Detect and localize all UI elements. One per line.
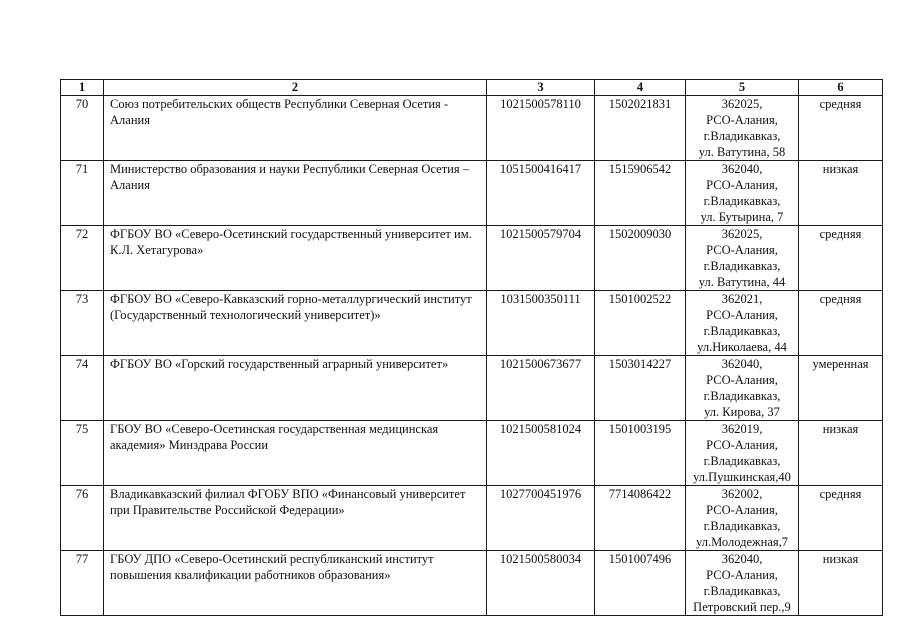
- address-line: ул. Ватутина, 58: [698, 145, 786, 159]
- table-row: [61, 96, 883, 161]
- address-line: ул. Кирова, 37: [704, 405, 780, 419]
- organizations-table: [60, 79, 883, 616]
- row-number: 72: [61, 226, 104, 291]
- inn-cell: 1501002522: [595, 291, 686, 356]
- address-line: г.Владикавказ,: [703, 129, 781, 143]
- row-number: 73: [61, 291, 104, 356]
- risk-level: низкая: [799, 161, 883, 226]
- ogrn-cell: 1027700451976: [487, 486, 595, 551]
- inn-cell: 1502021831: [595, 96, 686, 161]
- address-line: 362040,: [721, 357, 763, 371]
- address-line: 362019,: [721, 422, 763, 436]
- address-line: ул.Молодежная,7: [696, 535, 788, 549]
- address-line: РСО-Алания,: [706, 308, 778, 322]
- header-row: [61, 80, 883, 96]
- address-line: РСО-Алания,: [706, 438, 778, 452]
- risk-level: низкая: [799, 421, 883, 486]
- address-line: г.Владикавказ,: [703, 194, 781, 208]
- address-cell: [686, 551, 799, 616]
- table-row: [61, 421, 883, 486]
- address-line: 362040,: [721, 552, 763, 566]
- address-line: 362025,: [721, 227, 763, 241]
- address-cell: [686, 421, 799, 486]
- address-line: РСО-Алания,: [706, 373, 778, 387]
- address-cell: [686, 356, 799, 421]
- address-line: г.Владикавказ,: [703, 389, 781, 403]
- inn-cell: 1503014227: [595, 356, 686, 421]
- table-row: [61, 226, 883, 291]
- table-row: [61, 291, 883, 356]
- inn-cell: 1501003195: [595, 421, 686, 486]
- ogrn-cell: 1031500350111: [487, 291, 595, 356]
- inn-cell: 1515906542: [595, 161, 686, 226]
- ogrn-cell: 1021500579704: [487, 226, 595, 291]
- address-line: Петровский пер.,9: [693, 600, 791, 614]
- address-line: РСО-Алания,: [706, 113, 778, 127]
- ogrn-cell: 1021500581024: [487, 421, 595, 486]
- row-number: 76: [61, 486, 104, 551]
- address-line: ул. Бутырина, 7: [700, 210, 784, 224]
- risk-level: средняя: [799, 226, 883, 291]
- inn-cell: 1502009030: [595, 226, 686, 291]
- address-line: г.Владикавказ,: [703, 584, 781, 598]
- organization-name: Союз потребительских обществ Республики Северная Осетия - Алания: [104, 96, 487, 161]
- ogrn-cell: 1021500673677: [487, 356, 595, 421]
- table-row: [61, 486, 883, 551]
- risk-level: средняя: [799, 96, 883, 161]
- ogrn-cell: 1021500580034: [487, 551, 595, 616]
- address-cell: [686, 96, 799, 161]
- column-header: 5: [686, 80, 799, 96]
- address-line: г.Владикавказ,: [703, 519, 781, 533]
- column-header: 4: [595, 80, 686, 96]
- column-header: 6: [799, 80, 883, 96]
- organization-name: ФГБОУ ВО «Северо-Кавказский горно-металлургический институт (Государственный технологический университет)»: [104, 291, 487, 356]
- organization-name: ФГБОУ ВО «Горский государственный аграрный университет»: [104, 356, 487, 421]
- address-line: РСО-Алания,: [706, 568, 778, 582]
- risk-level: умеренная: [799, 356, 883, 421]
- row-number: 77: [61, 551, 104, 616]
- address-line: РСО-Алания,: [706, 503, 778, 517]
- ogrn-cell: 1021500578110: [487, 96, 595, 161]
- ogrn-cell: 1051500416417: [487, 161, 595, 226]
- risk-level: средняя: [799, 486, 883, 551]
- organization-name: ФГБОУ ВО «Северо-Осетинский государственный университет им. К.Л. Хетагурова»: [104, 226, 487, 291]
- row-number: 70: [61, 96, 104, 161]
- column-header: 2: [104, 80, 487, 96]
- address-line: 362021,: [721, 292, 763, 306]
- address-line: 362002,: [721, 487, 763, 501]
- table-row: [61, 356, 883, 421]
- address-line: г.Владикавказ,: [703, 454, 781, 468]
- row-number: 71: [61, 161, 104, 226]
- row-number: 75: [61, 421, 104, 486]
- address-line: 362025,: [721, 97, 763, 111]
- column-header: 1: [61, 80, 104, 96]
- table-row: [61, 161, 883, 226]
- address-line: РСО-Алания,: [706, 243, 778, 257]
- table-row: [61, 551, 883, 616]
- address-line: РСО-Алания,: [706, 178, 778, 192]
- address-line: ул.Николаева, 44: [697, 340, 787, 354]
- organization-name: ГБОУ ДПО «Северо-Осетинский республиканский институт повышения квалификации работников образования»: [104, 551, 487, 616]
- column-header: 3: [487, 80, 595, 96]
- organization-name: ГБОУ ВО «Северо-Осетинская государственная медицинская академия» Минздрава России: [104, 421, 487, 486]
- organization-name: Министерство образования и науки Республики Северная Осетия – Алания: [104, 161, 487, 226]
- row-number: 74: [61, 356, 104, 421]
- address-cell: [686, 226, 799, 291]
- risk-level: средняя: [799, 291, 883, 356]
- risk-level: низкая: [799, 551, 883, 616]
- address-line: 362040,: [721, 162, 763, 176]
- inn-cell: 1501007496: [595, 551, 686, 616]
- address-line: ул. Ватутина, 44: [698, 275, 786, 289]
- address-cell: [686, 161, 799, 226]
- address-line: г.Владикавказ,: [703, 324, 781, 338]
- address-cell: [686, 486, 799, 551]
- organization-name: Владикавказский филиал ФГОБУ ВПО «Финансовый университет при Правительстве Российской Федерации»: [104, 486, 487, 551]
- inn-cell: 7714086422: [595, 486, 686, 551]
- address-line: ул.Пушкинская,40: [693, 470, 791, 484]
- address-line: г.Владикавказ,: [703, 259, 781, 273]
- address-cell: [686, 291, 799, 356]
